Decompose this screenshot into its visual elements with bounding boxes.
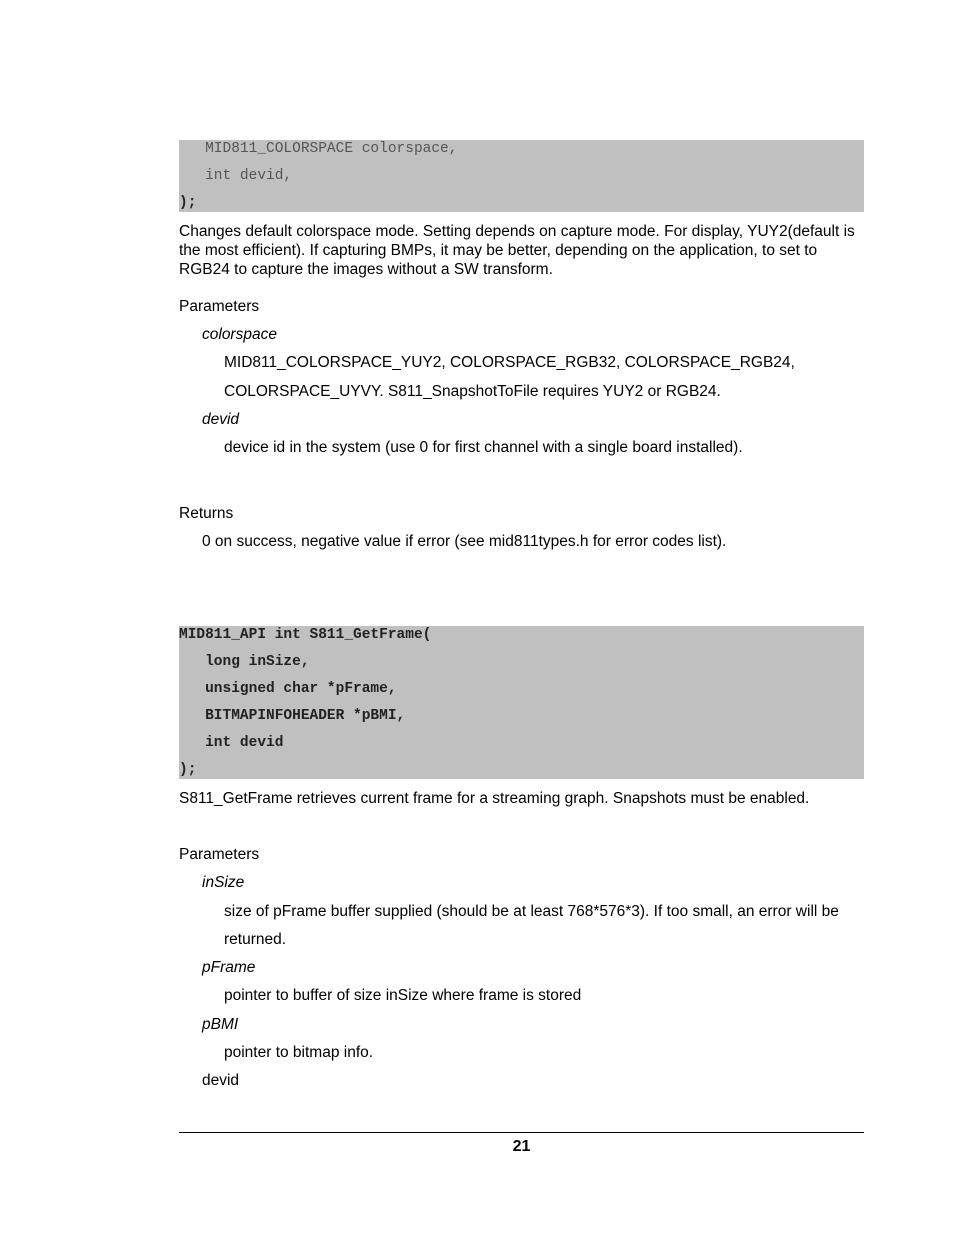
param-desc: returned.	[224, 931, 287, 948]
code-line: MID811_API int S811_GetFrame(	[179, 627, 432, 643]
footer-rule	[179, 1132, 864, 1133]
parameters-heading: Parameters	[179, 298, 260, 315]
code-line: );	[179, 762, 197, 778]
returns-text: 0 on success, negative value if error (see mid811types.h for error codes list).	[202, 533, 727, 550]
code-line: unsigned char *pFrame,	[179, 681, 397, 697]
param-desc: size of pFrame buffer supplied (should be at least 768*576*3). If too small, an error will be	[224, 903, 839, 920]
description-getframe: S811_GetFrame retrieves current frame for a streaming graph. Snapshots must be enabled.	[179, 790, 810, 807]
parameters-heading: Parameters	[179, 846, 260, 863]
param-desc: pointer to buffer of size inSize where frame is stored	[224, 987, 582, 1004]
code-block-getframe	[179, 626, 864, 779]
code-line: int devid	[179, 735, 284, 751]
code-block-colorspace	[179, 140, 864, 212]
param-desc: pointer to bitmap info.	[224, 1044, 374, 1061]
param-desc: MID811_COLORSPACE_YUY2, COLORSPACE_RGB32, COLORSPACE_RGB24,	[224, 354, 795, 371]
code-line: );	[179, 195, 197, 211]
description-colorspace: Changes default colorspace mode. Setting depends on capture mode. For display, YUY2(default is the most efficient). If capturing BMPs, it may be better, depending on the application, to set to RGB24 to capture the images without a SW transform.	[179, 223, 855, 278]
code-line: long inSize,	[179, 654, 310, 670]
param-name: devid	[202, 1072, 240, 1089]
param-name: colorspace	[202, 326, 277, 343]
param-desc: device id in the system (use 0 for first channel with a single board installed).	[224, 439, 743, 456]
param-name: pBMI	[202, 1016, 239, 1033]
code-line: int devid,	[179, 168, 293, 184]
param-name: inSize	[202, 874, 245, 891]
code-line: MID811_COLORSPACE colorspace,	[179, 141, 458, 157]
code-line: BITMAPINFOHEADER *pBMI,	[179, 708, 406, 724]
param-desc: COLORSPACE_UYVY. S811_SnapshotToFile requires YUY2 or RGB24.	[224, 383, 721, 400]
page-number: 21	[512, 1138, 531, 1155]
param-name: devid	[202, 411, 240, 428]
param-name: pFrame	[202, 959, 256, 976]
returns-heading: Returns	[179, 505, 234, 522]
